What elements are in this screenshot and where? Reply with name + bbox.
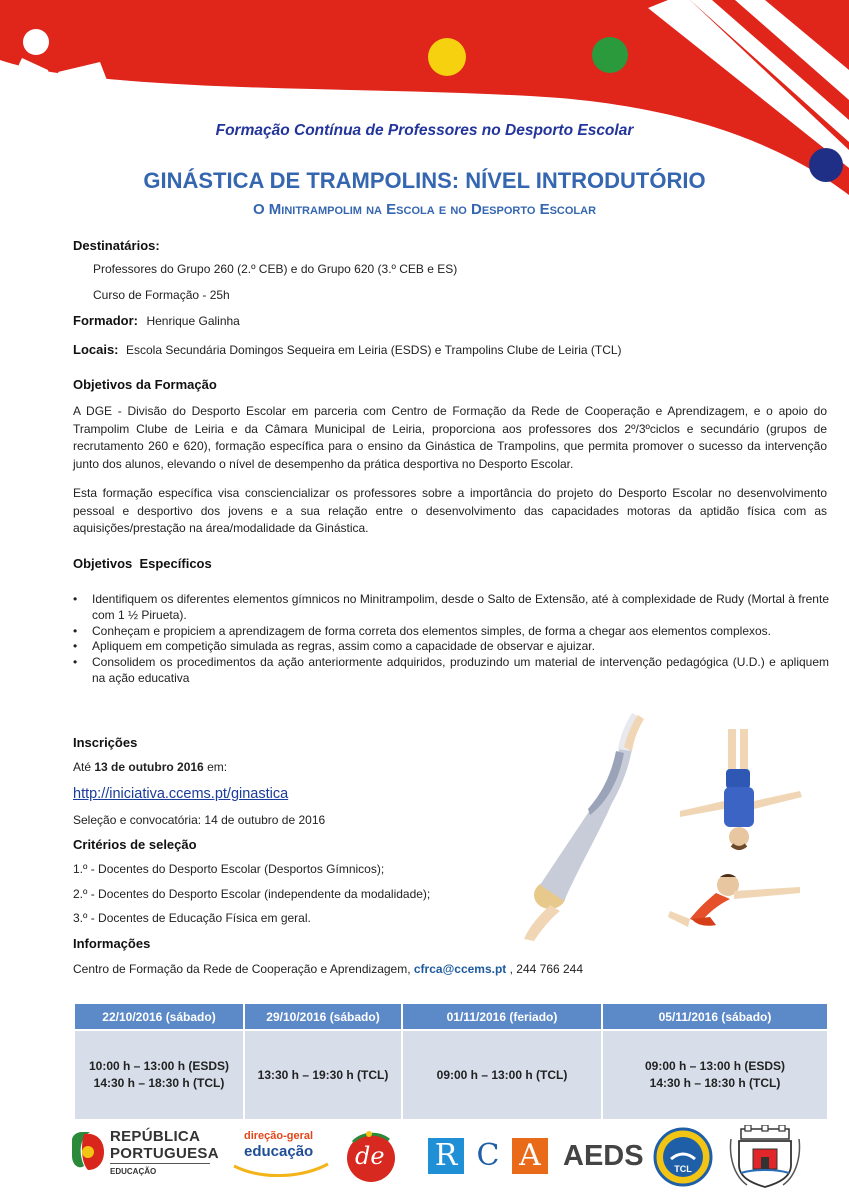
rca-letter: A bbox=[512, 1138, 548, 1174]
castle-crest-icon bbox=[727, 1125, 803, 1191]
green-circle bbox=[592, 37, 628, 73]
kicker-text: Formação Contínua de Professores no Desporto Escolar bbox=[215, 122, 634, 139]
page-title: GINÁSTICA DE TRAMPOLINS: NÍVEL INTRODUTÓRIO bbox=[143, 168, 706, 193]
leiria-coat-of-arms bbox=[727, 1125, 803, 1191]
de-mark: de bbox=[355, 1142, 385, 1170]
inscricoes-deadline bbox=[73, 760, 227, 774]
list-item: • Conheçam e propiciem a aprendizagem de forma correta dos elementos simples, de forma a chegar aos elementos complexos. bbox=[73, 624, 829, 640]
dge-line-2: educação bbox=[244, 1143, 314, 1160]
schedule-cell bbox=[74, 1030, 244, 1120]
schedule-time: 14:30 h – 18:30 h (TCL) bbox=[649, 1076, 781, 1090]
schedule-time: 09:00 h – 13:00 h (TCL) bbox=[436, 1067, 568, 1082]
tcl-label: TCL bbox=[674, 1164, 692, 1174]
schedule-header: 29/10/2016 (sábado) bbox=[244, 1003, 402, 1030]
formador-value: Henrique Galinha bbox=[146, 314, 240, 328]
republica-portuguesa-logo bbox=[70, 1126, 220, 1186]
list-item: • Consolidem os procedimentos da ação anteriormente adquiridos, produzindo um material de intervenção pedagógica (U.D.) e apliquem na ação educativa bbox=[73, 655, 829, 687]
locais-value: Escola Secundária Domingos Sequeira em Leiria (ESDS) e Trampolins Clube de Leiria (TCL) bbox=[125, 343, 622, 357]
list-item: • Apliquem em competição simulada as regras, assim como a capacidade de observar e ajuizar. bbox=[73, 639, 829, 655]
destinatarios-line-1: Professores do Grupo 260 (2.º CEB) e do Grupo 620 (3.º CEB e ES) bbox=[93, 262, 458, 276]
tcl-badge-icon bbox=[653, 1127, 713, 1187]
registration-link-row bbox=[73, 785, 288, 803]
formador-row bbox=[73, 312, 240, 330]
tcl-logo bbox=[653, 1127, 713, 1187]
schedule-table bbox=[73, 1002, 829, 1121]
flag-emblem-icon bbox=[70, 1130, 106, 1174]
rp-line-1: REPÚBLICA bbox=[110, 1128, 201, 1145]
objetivos-paragraph-2: Esta formação específica visa consciencializar os professores sobre a importância do projeto do Desporto Escolar no desenvolvimento pessoal e desportivo dos jovens e a sua relação entre o desenvolvimento das capacidades motoras da aptidão física com as aquisições/prestação na área/modalidade da Ginástica. bbox=[73, 486, 827, 535]
criterio-item: 3.º - Docentes de Educação Física em geral. bbox=[73, 911, 311, 925]
criterio-item: 1.º - Docentes do Desporto Escolar (Desportos Gímnicos); bbox=[73, 862, 385, 876]
contact-email[interactable]: cfrca@ccems.pt bbox=[413, 962, 507, 976]
boy-gymnast-horizontal bbox=[668, 874, 800, 927]
schedule-time: 13:30 h – 19:30 h (TCL) bbox=[257, 1067, 389, 1082]
male-gymnast-inverted bbox=[680, 729, 802, 848]
schedule-header: 05/11/2016 (sábado) bbox=[602, 1003, 828, 1030]
especificos-list bbox=[73, 592, 829, 687]
locais-label: Locais: bbox=[73, 342, 119, 357]
rp-line-3: EDUCAÇÃO bbox=[110, 1167, 157, 1176]
criterio-item: 2.º - Docentes do Desporto Escolar (independente da modalidade); bbox=[73, 887, 431, 901]
table-row bbox=[74, 1030, 828, 1120]
objetivos-heading: Objetivos da Formação bbox=[73, 377, 217, 392]
female-gymnast bbox=[524, 713, 644, 941]
registration-link[interactable]: http://iniciativa.ccems.pt/ginastica bbox=[73, 786, 289, 802]
de-logo bbox=[345, 1128, 397, 1186]
dge-logo bbox=[232, 1130, 332, 1180]
criterios-heading: Critérios de seleção bbox=[73, 837, 197, 852]
schedule-time: 09:00 h – 13:00 h (ESDS) bbox=[644, 1059, 786, 1073]
list-item: • Identifiquem os diferentes elementos gímnicos no Minitrampolim, desde o Salto de Extensão, até à complexidade de Rudy (Mortal à frente com 1 ½ Pirueta). bbox=[73, 592, 829, 624]
schedule-header: 01/11/2016 (feriado) bbox=[402, 1003, 602, 1030]
inscricoes-heading: Inscrições bbox=[73, 735, 138, 750]
schedule-cell bbox=[244, 1030, 402, 1120]
destinatarios-label: Destinatários: bbox=[73, 238, 160, 253]
schedule-time: 10:00 h – 13:00 h (ESDS) bbox=[88, 1059, 230, 1073]
rca-letter: R bbox=[428, 1138, 464, 1174]
dge-line-1: direção-geral bbox=[244, 1130, 314, 1142]
schedule-time: 14:30 h – 18:30 h (TCL) bbox=[93, 1076, 225, 1090]
selecao-text: Seleção e convocatória: 14 de outubro de 2016 bbox=[73, 813, 326, 827]
gymnasts-photo bbox=[520, 705, 835, 945]
swoosh-icon bbox=[232, 1160, 332, 1180]
deadline-suffix: em: bbox=[203, 760, 228, 774]
rp-divider bbox=[110, 1163, 210, 1164]
informacoes-text bbox=[73, 962, 583, 976]
schedule-cell bbox=[402, 1030, 602, 1120]
destinatarios-line-2: Curso de Formação - 25h bbox=[93, 288, 230, 302]
informacoes-center: Centro de Formação da Rede de Cooperação e Aprendizagem, bbox=[73, 962, 414, 976]
contact-phone: , 244 766 244 bbox=[506, 962, 584, 976]
yellow-circle bbox=[428, 38, 466, 76]
schedule-cell bbox=[602, 1030, 828, 1120]
schedule-header: 22/10/2016 (sábado) bbox=[74, 1003, 244, 1030]
informacoes-heading: Informações bbox=[73, 936, 151, 951]
aeds-logo: AEDS bbox=[563, 1140, 644, 1172]
deadline-prefix: Até bbox=[73, 760, 95, 774]
deadline-date: 13 de outubro 2016 bbox=[94, 760, 204, 774]
rp-line-2: PORTUGUESA bbox=[110, 1145, 219, 1162]
rca-logo bbox=[428, 1138, 550, 1178]
especificos-heading: Objetivos Específicos bbox=[73, 556, 212, 571]
locais-row bbox=[73, 341, 622, 359]
page-subtitle: O Minitrampolim na Escola e no Desporto Escolar bbox=[252, 201, 597, 218]
rca-letter: C bbox=[470, 1138, 506, 1174]
objetivos-paragraph-1: A DGE - Divisão do Desporto Escolar em parceria com Centro de Formação da Rede de Cooperação e Aprendizagem, e o apoio do Trampolim Clube de Leiria e da Câmara Municipal de Leiria, proporciona aos professores dos 2º/3ºciclos e secundário (grupos de recrutamento 260 e 620), formação específica para o ensino da Ginástica de Trampolins, que permita promover o sucesso da intervenção junto dos alunos, elevando o nível de desempenho da prática desportiva no Desporto Escolar. bbox=[73, 404, 827, 471]
formador-label: Formador: bbox=[73, 313, 138, 328]
